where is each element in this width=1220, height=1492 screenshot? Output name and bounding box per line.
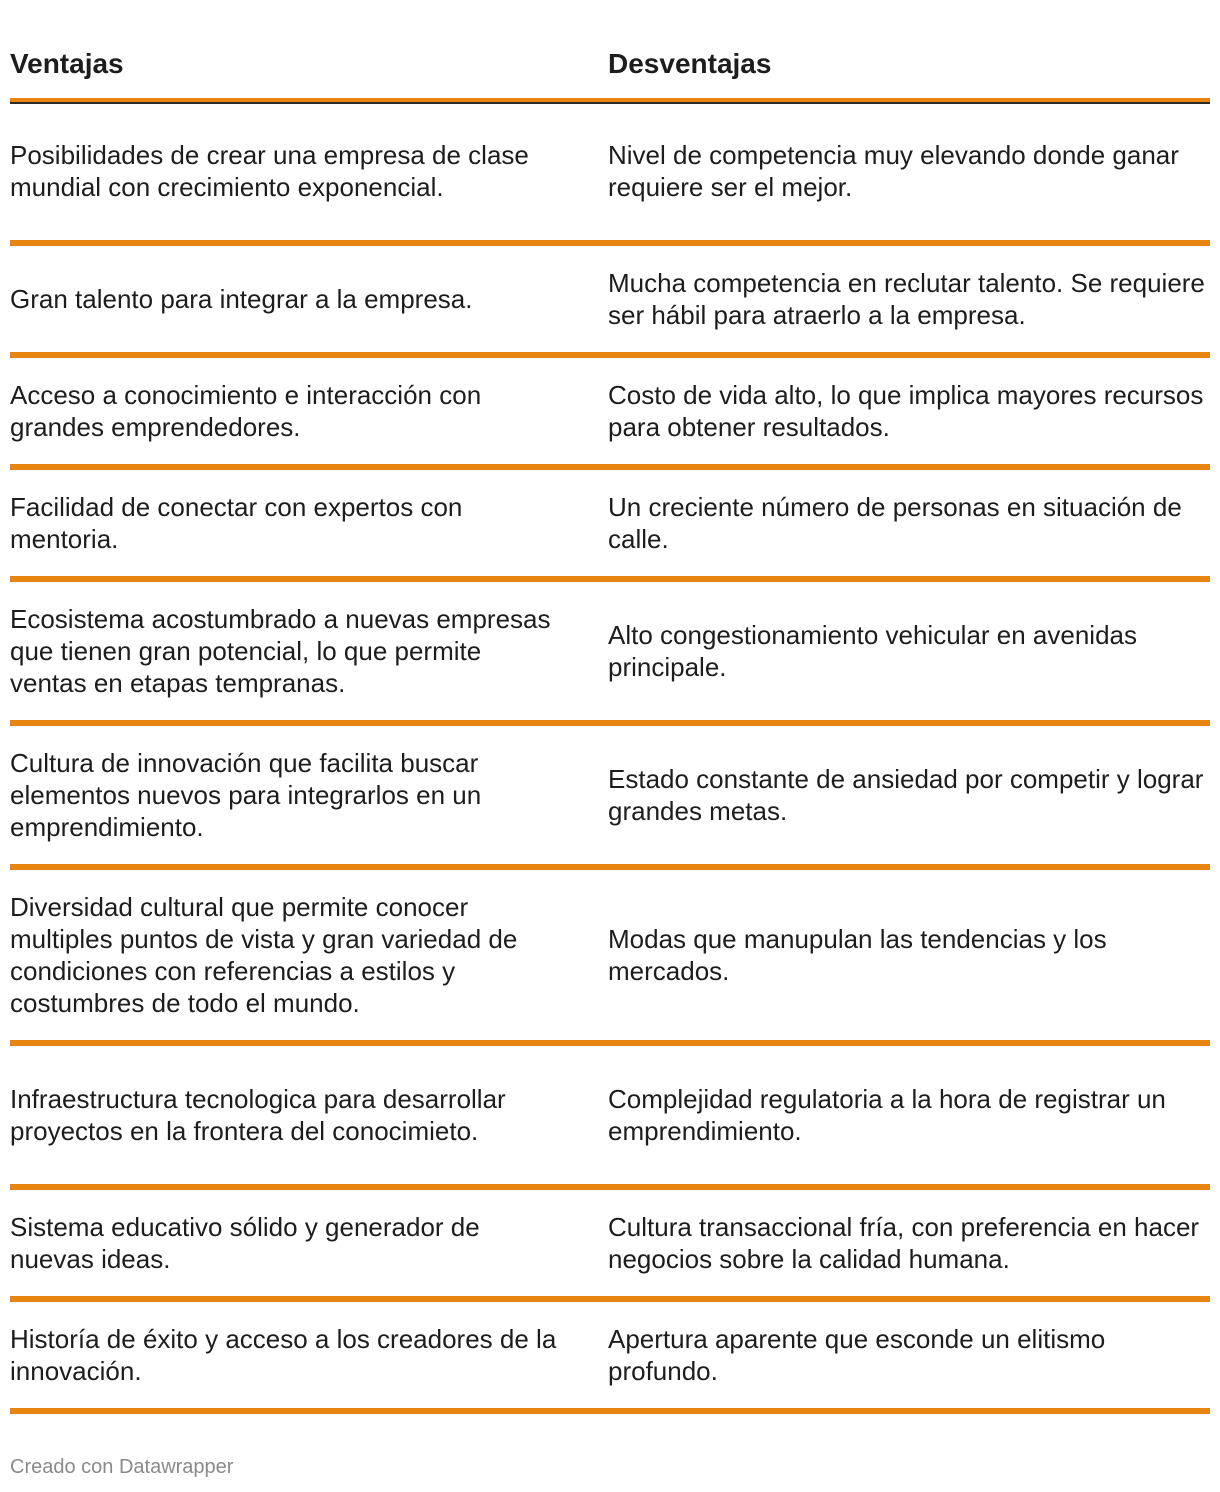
cell-ventaja: Gran talento para integrar a la empresa. (10, 284, 473, 314)
cell-desventaja: Modas que manupulan las tendencias y los mercados. (608, 924, 1107, 986)
table-row (10, 582, 1210, 726)
table-row (10, 470, 1210, 582)
cell-ventaja: Facilidad de conectar con expertos con mentoria. (10, 492, 463, 554)
cell-ventaja: Infraestructura tecnologica para desarrollar proyectos en la frontera del conocimieto. (10, 1084, 506, 1146)
cell-desventaja: Apertura aparente que esconde un elitismo profundo. (608, 1324, 1106, 1386)
table-row (10, 358, 1210, 470)
cell-desventaja: Estado constante de ansiedad por competir y lograr grandes metas. (608, 764, 1204, 826)
cell-ventaja: Cultura de innovación que facilita buscar elementos nuevos para integrarlos en un emprendimiento. (10, 748, 482, 842)
cell-desventaja: Costo de vida alto, lo que implica mayores recursos para obtener resultados. (608, 380, 1204, 442)
cell-desventaja: Nivel de competencia muy elevando donde ganar requiere ser el mejor. (608, 140, 1179, 202)
comparison-table (10, 40, 1210, 1414)
header-desventajas: Desventajas (608, 48, 772, 79)
cell-ventaja: Historía de éxito y acceso a los creadores de la innovación. (10, 1324, 557, 1386)
table-row (10, 726, 1210, 870)
datawrapper-credit: Creado con Datawrapper (10, 1456, 234, 1478)
cell-desventaja: Complejidad regulatoria a la hora de registrar un emprendimiento. (608, 1084, 1166, 1146)
cell-ventaja: Diversidad cultural que permite conocer multiples puntos de vista y gran variedad de condiciones con referencias a estilos y costumbres de todo el mundo. (10, 892, 518, 1018)
table-row (10, 102, 1210, 246)
cell-ventaja: Ecosistema acostumbrado a nuevas empresas que tienen gran potencial, lo que permite ventas en etapas tempranas. (10, 604, 551, 698)
header-ventajas: Ventajas (10, 48, 124, 79)
table-row (10, 1046, 1210, 1190)
table-row (10, 1302, 1210, 1414)
cell-ventaja: Acceso a conocimiento e interacción con grandes emprendedores. (10, 380, 482, 442)
table-row (10, 1190, 1210, 1302)
cell-desventaja: Mucha competencia en reclutar talento. Se requiere ser hábil para atraerlo a la empresa. (608, 268, 1205, 330)
cell-desventaja: Un creciente número de personas en situación de calle. (608, 492, 1182, 554)
table-row (10, 246, 1210, 358)
table-row (10, 870, 1210, 1046)
cell-ventaja: Posibilidades de crear una empresa de clase mundial con crecimiento exponencial. (10, 140, 529, 202)
cell-desventaja: Alto congestionamiento vehicular en avenidas principale. (608, 620, 1138, 682)
table-header (10, 40, 1210, 102)
cell-desventaja: Cultura transaccional fría, con preferencia en hacer negocios sobre la calidad humana. (608, 1212, 1200, 1274)
cell-ventaja: Sistema educativo sólido y generador de nuevas ideas. (10, 1212, 480, 1274)
